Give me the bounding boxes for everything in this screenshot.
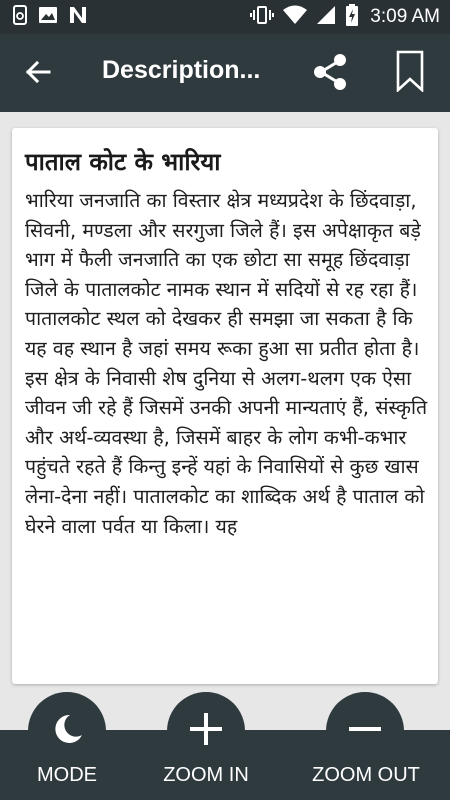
article-title: पाताल कोट के भारिया [25, 148, 221, 176]
status-time: 3:09 AM [370, 6, 440, 27]
article-body: भारिया जनजाति का विस्तार क्षेत्र मध्यप्रदेश के छिंदवाड़ा, सिवनी, मण्डला और सरगुजा जिले हैं। इस अपेक्षाकृत बड़े भाग में फैली जनजाति का एक छोटा सा समूह छिंदवाड़ा जिले के पातालकोट नामक स्थान में सदियों से रह रहा हैं। पातालकोट स्थल को देखकर ही समझा जा सकता है कि यह वह स्थान है जहां समय रूका हुआ सा प्रतीत होता है। इस क्षेत्र के निवासी शेष दुनिया से अलग-थलग एक ऐसा जीवन जी रहे हैं जिसमें उनकी अपनी मान्यताएं हैं, संस्कृति और अर्थ-व्यवस्था है, जिसमें बाहर के लोग कभी-कभार पहुंचते रहते हैं किन्तु इन्हें यहां के निवासियों से कुछ खास लेना-देना नहीं। पातालकोट का शाब्दिक अर्थ है पाताल को घेरने वाला पर्वत या किला। यह [25, 189, 428, 538]
arrow-back-icon [25, 60, 51, 88]
moon-icon [49, 711, 85, 751]
plus-icon [187, 710, 225, 752]
page-title: Description... [102, 56, 261, 84]
notification-n-icon [68, 6, 88, 28]
app-bar [0, 34, 450, 112]
back-button[interactable] [20, 56, 56, 92]
zoom-in-label[interactable]: ZOOM IN [163, 764, 249, 786]
bookmark-icon [395, 50, 425, 96]
bookmark-button[interactable] [388, 50, 432, 96]
zoom-out-button[interactable] [326, 692, 404, 770]
screenshot-icon [12, 5, 28, 29]
wifi-icon [283, 5, 307, 29]
signal-icon [316, 5, 336, 29]
mode-label[interactable]: MODE [37, 764, 97, 786]
minus-icon [346, 710, 384, 752]
share-button[interactable] [308, 52, 352, 96]
image-icon [38, 6, 58, 28]
zoom-in-button[interactable] [167, 692, 245, 770]
share-icon [310, 52, 350, 96]
article-card[interactable] [12, 128, 438, 684]
zoom-out-label[interactable]: ZOOM OUT [312, 764, 420, 786]
mode-button[interactable] [28, 692, 106, 770]
vibrate-icon [250, 5, 274, 29]
status-bar [0, 0, 450, 34]
battery-charging-icon [345, 4, 359, 30]
